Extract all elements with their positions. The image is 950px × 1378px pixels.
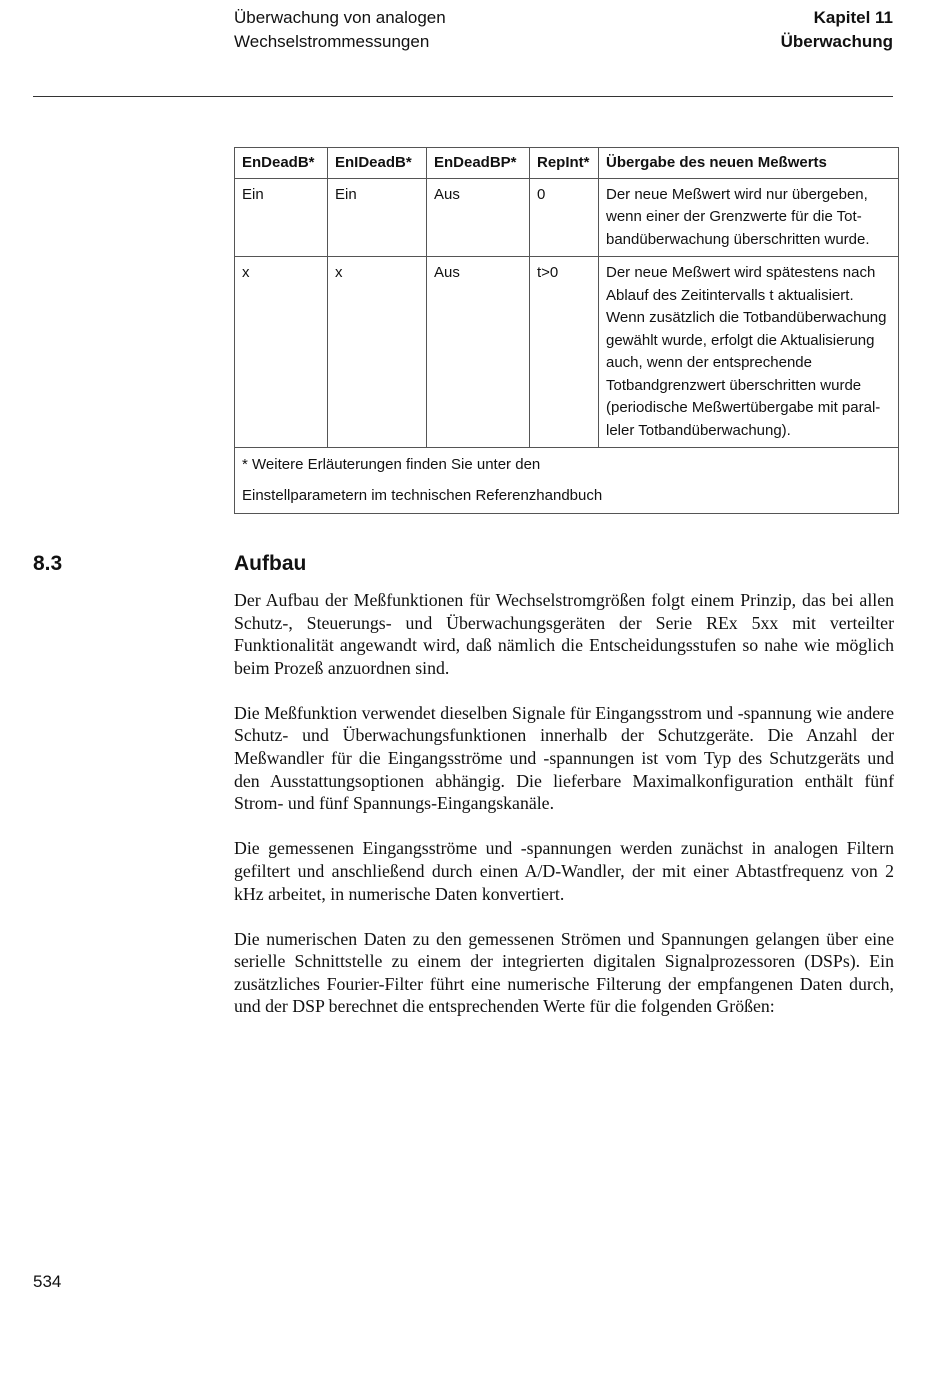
body-paragraph: Der Aufbau der Meßfunktionen für Wechselstromgrößen folgt einem Prinzip, das bei allen Schutz-, Steuerungs- und Überwachungsgeräten der Serie REx 5xx mit verteilter Funktionalität angewandt wird, daß nämlich die Entscheidungsstufen so nahe wie möglich beim Prozeß anzuordnen sind. [234, 590, 894, 678]
table-header-row [235, 148, 899, 179]
table-cell: Der neue Meßwert wird spätestens nach Ablauf des Zeitintervalls t aktualisiert. Wenn zusätzlich die Totbandüberwachung gewählt wurde, erfolgt die Aktualisierung auch, wenn der entsprechende Totbandgrenzwert überschritten wurde (periodische Meßwertübergabe mit paralleler Totbandüberwachung). [599, 257, 899, 448]
body-paragraph: Die Meßfunktion verwendet dieselben Signale für Eingangsstrom und -spannung wie andere Schutz- und Überwachungsfunktionen innerhalb der Schutzgeräte. Die Anzahl der Meßwandler für die Eingangsströme und -spannungen ist vom Typ des Schutzgeräts und den Ausstattungsoptionen abhängig. Die lieferbare Maximalkonfiguration enthält fünf Strom- und fünf Spannungs-Eingangskanäle. [234, 702, 894, 814]
table-cell: Aus [427, 178, 530, 257]
table-cell: Der neue Meßwert wird nur übergeben, wenn einer der Grenzwerte für die Totbandüberwachung überschritten wurde. [599, 178, 899, 257]
table-header-cell: EnDeadBP* [427, 148, 530, 179]
running-header-title [234, 6, 446, 54]
footnote-line-1: * Weitere Erläuterungen finden Sie unter den [242, 456, 541, 473]
body-paragraph: Die numerischen Daten zu den gemessenen Strömen und Spannungen gelangen über eine serielle Schnittstelle zu einem der integrierten digitalen Signalprozessoren (DSPs). Ein zusätzliches Fourier-Filter führt eine numerische Filterung der empfangenen Daten durch, und der DSP berechnet die entsprechenden Werte für die folgenden Größen: [234, 928, 894, 1017]
running-header-chapter [781, 6, 893, 54]
header-right-line-1: Kapitel 11 [813, 8, 893, 27]
table-cell: Ein [328, 178, 427, 257]
header-right-line-2: Überwachung [780, 32, 893, 51]
section-number: 8.3 [33, 552, 63, 575]
header-left-line-2: Wechselstrommessungen [234, 32, 430, 51]
table-cell: x [328, 257, 427, 448]
table-row [235, 178, 899, 257]
table-cell: 0 [530, 178, 599, 257]
table-cell: t>0 [530, 257, 599, 448]
table-cell: x [235, 257, 328, 448]
page-number: 534 [33, 1272, 62, 1291]
table-footnote [235, 448, 899, 514]
body-paragraph: Die gemessenen Eingangsströme und -spannungen werden zunächst in analogen Filtern gefiltert und anschließend durch einen A/D-Wandler, der mit einer Abtastfrequenz von 2 kHz arbeitet, in numerische Daten konvertiert. [234, 838, 894, 904]
header-left-line-1: Überwachung von analogen [234, 8, 446, 27]
deadband-table [234, 147, 899, 514]
table-footnote-row [235, 448, 899, 514]
table-header-cell: Übergabe des neuen Meßwerts [599, 148, 899, 179]
table-cell: Ein [235, 178, 328, 257]
section-body [234, 589, 894, 1041]
table-row [235, 257, 899, 448]
header-rule [33, 96, 893, 97]
section-title: Aufbau [234, 552, 307, 575]
table-header-cell: RepInt* [530, 148, 599, 179]
table-header-cell: EnDeadB* [235, 148, 328, 179]
table-header-cell: EnIDeadB* [328, 148, 427, 179]
footnote-line-2: Einstellparametern im technischen Referenzhandbuch [242, 487, 603, 504]
table-cell: Aus [427, 257, 530, 448]
